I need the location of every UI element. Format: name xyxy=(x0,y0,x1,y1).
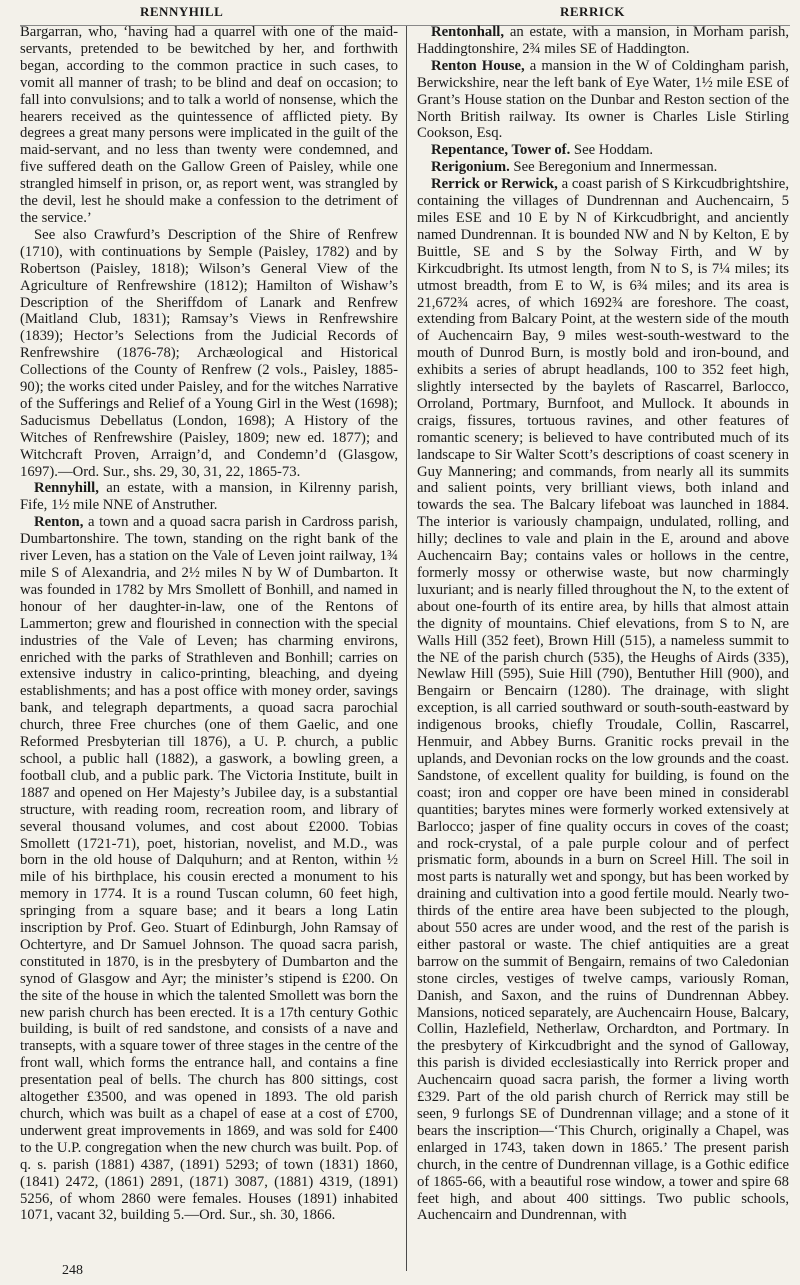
running-header xyxy=(0,4,800,26)
left-column xyxy=(20,24,398,1224)
entry-rerrick xyxy=(417,176,789,1224)
entry-repentance xyxy=(417,142,789,159)
entry-renton-house xyxy=(417,58,789,143)
left-running-title: RENNYHILL xyxy=(140,4,224,19)
entry-heading: Renton, xyxy=(34,514,84,531)
entry-heading: Rerrick or Rerwick, xyxy=(431,176,558,193)
entry-body: a town and a quoad sacra parish in Cardross parish, Dumbartonshire. The town, standing on the right bank of the river Leven, has a station on the Vale of Leven joint railway, 1¾ mile S of Alexandria, and 2½ miles N by W of Dumbarton. It was founded in 1782 by Mrs Smollett of Bonhill, and named in honour of her daughter-in-law, one of the Rentons of Lammerton; grew and flourished in connection with the special industries of the Vale of Leven; has charming environs, enriched with the parks of Strathleven and Bonhill; carries on extensive industry in calico-printing, bleaching, and dyeing establishments; and has a post office with money order, savings bank, and telegraph departments, a quoad sacra parochial church, three Free churches (one of them Gaelic, and one Reformed Presbyterian till 1876), a U. P. church, a public school, a public hall (1882), a gaswork, a bowling green, a football club, and a public park. The Victoria Institute, built in 1887 and opened on Her Majesty’s Jubilee day, is a substantial structure, with reading room, recreation room, and library of several thousand volumes, and cost about £2000. Tobias Smollett (1721-71), poet, historian, novelist, and M.D., was born in the old house of Dalquhurn; and at Renton, within ½ mile of his birthplace, his cousin erected a monument to his memory in 1774. It is a round Tuscan column, 60 feet high, springing from a square base; and it bears a long Latin inscription by Prof. Geo. Stuart of Edinburgh, John Ramsay of Ochtertyre, and Dr Samuel Johnson. The quoad sacra parish, constituted in 1870, is in the presbytery of Dumbarton and the synod of Glasgow and Ayr; the minister’s stipend is £200. On the site of the house in which the talented Smollett was born the new parish church has been erected. It is a 17th century Gothic building, is built of red sandstone, and consists of a nave and transepts, with a square tower of three stages in the centre of the front wall, which forms the entrance hall, and contains a fine presentation peal of bells. The church has 800 sittings, cost altogether £3500, and was opened in 1893. The old parish church, which was built as a chapel of ease at a cost of £700, underwent great improvements in 1869, and was sold for £400 to the U.P. congregation when the new church was built. Pop. of q. s. parish (1881) 4387, (1891) 5293; of town (1831) 1860, (1841) 2472, (1861) 2891, (1871) 3087, (1881) 4319, (1891) 5256, of whom 2860 were females. Houses (1891) inhabited 1071, vacant 32, building 5.—Ord. Sur., sh. 30, 1866. xyxy=(20,514,398,1224)
right-running-title: RERRICK xyxy=(560,4,625,19)
entry-heading: Rennyhill, xyxy=(34,480,99,497)
entry-rerigonium xyxy=(417,159,789,176)
entry-body: an estate, with a mansion, in Morham parish, Haddingtonshire, 2¾ miles SE of Haddington. xyxy=(417,24,789,57)
entry-rentonhall xyxy=(417,24,789,58)
right-column xyxy=(417,24,789,1224)
page-number: 248 xyxy=(62,1263,83,1278)
entry-renton xyxy=(20,514,398,1224)
bibliography-paragraph: See also Crawfurd’s Description of the Shire of Renfrew (1710), with continuations by Semple (Paisley, 1782) and by Robertson (Paisley, 1818); Wilson’s General View of the Agriculture of Renfrewshire (1812); Hamilton of Wishaw’s Description of the Sheriffdom of Lanark and Renfrew (Maitland Club, 1831); Ramsay’s Views in Renfrewshire (1839); Hector’s Selections from the Judicial Records of Renfrewshire (1876-78); Archæological and Historical Collections of the County of Renfrew (2 vols., Paisley, 1885-90); the works cited under Paisley, and for the witches Narrative of the Sufferings and Relief of a Young Girl in the West (1698); Saducismus Debellatus (London, 1698); A History of the Witches of Renfrewshire (Paisley, 1809; new ed. 1877); and Witchcraft Proven, Arraign’d, and Condemn’d (Glasgow, 1697).—Ord. Sur., shs. 29, 30, 31, 22, 1865-73. xyxy=(20,226,398,480)
column-divider xyxy=(406,26,407,1271)
entry-body: See Hoddam. xyxy=(570,142,654,159)
entry-heading: Repentance, Tower of. xyxy=(431,142,571,159)
entry-body: a coast parish of S Kirkcudbrightshire, containing the villages of Dundrennan and Auchencairn, 5 miles ESE and 10 E by N of Kirkcudbright, and anciently named Dundrennan. It is bounded NW and N by Kelton, E by Buittle, SE and S by the Solway Firth, and W by Kirkcudbright. Its utmost length, from N to S, is 7¼ miles; its utmost breadth, from E to W, is 6¾ miles; and its area is 21,672¾ acres, of which 1692¾ are foreshore. The coast, extending from Balcary Point, at the western side of the mouth of Auchencairn Bay, 9 miles west-south-westward to the mouth of Dunrod Burn, is mostly bold and iron-bound, and exhibits a series of abrupt headlands, 100 to 352 feet high, slightly intersected by the baylets of Rascarrel, Barlocco, Orroland, Portmary, Burnfoot, and Mullock. It abounds in craigs, fissures, tortuous ravines, and other features of romantic scenery; is believed to have contributed much of its landscape to Sir Walter Scott’s descriptions of coast scenery in Guy Mannering; and commands, from nearly all its summits and salient points, very brilliant views, both inland and towards the sea. The Balcary lifeboat was launched in 1884. The interior is variously champaign, undulated, rolling, and hilly; declines to vale and plain in the E, around and above Auchencairn Bay; contains vales or hollows in the centre, formerly mossy or otherwise waste, but now charmingly luxuriant; and is nearly filled throughout the N, to the extent of about one-fourth of its entire area, by hills that almost attain the dignity of mountains. Chief elevations, from S to N, are Walls Hill (352 feet), Brown Hill (515), a nameless summit to the NE of the parish church (535), the Heughs of Airds (335), Newlaw Hill (595), Suie Hill (790), Bentuther Hill (900), and Bengairn or Bencairn (1280). The drainage, with slight exception, is all carried southward or south-south-eastward by indigenous brooks, chiefly Troudale, Collin, Rascarrel, Henmuir, and Abbey Burns. Granitic rocks prevail in the uplands, and Devonian rocks on the low grounds and the coast. Sandstone, of excellent quality for building, is found on the coast; iron and copper ore have been mined in considerabl quantities; barytes mines were formerly worked extensively at Barlocco; jasper of fine quality occurs in coves of the coast; and rock-crystal, of a pale purple colour and of perfect prismatic form, abounds in a burn on Screel Hill. The soil in most parts is naturally wet and spongy, but has been worked by draining and cultivation into a good fertile mould. Nearly two-thirds of the entire area have been subjected to the plough, about 550 acres are under wood, and the rest of the parish is either pastoral or waste. The chief antiquities are a great barrow on the summit of Bengairn, remains of two Caledonian stone circles, vestiges of twelve camps, variously Roman, Danish, and Saxon, and the ruins of Dundrennan Abbey. Mansions, noticed separately, are Auchencairn House, Balcary, Collin, Hazlefield, Netherlaw, Orchardton, and Portmary. In the presbytery of Kirkcudbright and the synod of Galloway, this parish is divided ecclesiastically into Rerrick proper and Auchencairn quoad sacra parish, the former a living worth £329. Part of the old parish church of Rerrick may still be seen, 9 furlongs SE of Dundrennan village; and a stone of it bears the inscription—‘This Church, originally a Chapel, was enlarged in 1743, taken down in 1865.’ The present parish church, in the centre of Dundrennan village, is a Gothic edifice of 1865-66, with a beautiful rose window, a tower and spire 68 feet high, and about 400 sittings. Two public schools, Auchencairn and Dundrennan, with xyxy=(417,176,789,1224)
witchcraft-paragraph: Bargarran, who, ‘having had a quarrel with one of the maid-servants, pretended to be bewitched by her, and forthwith began, according to the common practice in such cases, to vomit all manner of trash; to be blind and deaf on occasion; to fall into convulsions; and to talk a world of nonsense, which the hearers received as the quintessence of afflicted piety. By degrees a great many persons were implicated in the guilt of the maid-servant, and no less than twenty were condemned, and five suffered death on the Gallow Green of Paisley, while one strangled himself in prison, or, as report went, was strangled by the devil, lest he should make a confession to the detriment of the service.’ xyxy=(20,24,398,226)
entry-body: an estate, with a mansion, in Kilrenny parish, Fife, 1½ mile NNE of Anstruther. xyxy=(20,480,398,514)
entry-body: See Beregonium and Innermessan. xyxy=(509,159,718,176)
entry-heading: Renton House, xyxy=(431,57,525,74)
entry-heading: Rerigonium. xyxy=(431,159,510,176)
entry-rennyhill xyxy=(20,480,398,514)
entry-body: a mansion in the W of Coldingham parish, Berwickshire, near the left bank of Eye Water, 1½ mile ESE of Grant’s House station on the Dunbar and Reston section of the North British railway. Its owner is Charles Lisle Stirling Cookson, Esq. xyxy=(417,57,789,142)
entry-heading: Rentonhall, xyxy=(431,24,505,40)
